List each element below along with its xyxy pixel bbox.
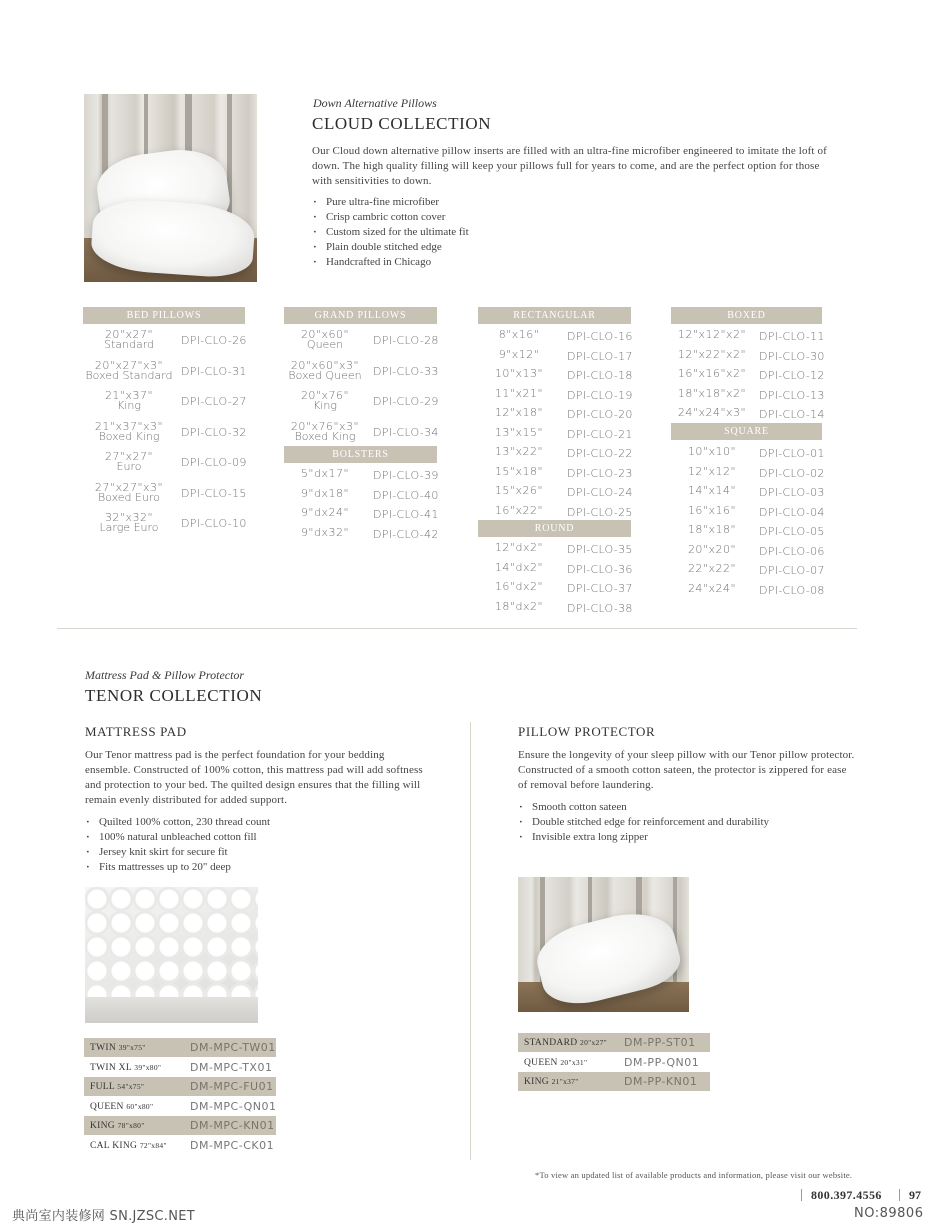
- size-dims: 54"x75": [117, 1082, 145, 1092]
- sku-code: DPI-CLO-09: [181, 456, 247, 469]
- size-cell: [83, 330, 175, 350]
- sku-code: DM-PP-QN01: [624, 1055, 700, 1069]
- list-item: · Pure ultra-fine microfiber: [312, 195, 712, 210]
- table-row: [284, 506, 444, 522]
- sku-code: DPI-CLO-21: [567, 427, 633, 441]
- size-name: CAL KING: [90, 1141, 140, 1151]
- size-cell: [478, 543, 560, 553]
- size-dims: 39"x75": [118, 1043, 146, 1052]
- table-row: [478, 367, 638, 383]
- table-row: [671, 367, 831, 383]
- size-dims: 18"x18": [687, 523, 737, 536]
- size-dims: 21"x37": [551, 1077, 579, 1087]
- sku-code: DPI-CLO-38: [567, 601, 633, 615]
- size-cell: [478, 503, 560, 517]
- size-label: [90, 1102, 153, 1112]
- sku-code: DPI-CLO-41: [373, 508, 439, 521]
- size-cell: [478, 425, 560, 439]
- size-cell: [284, 486, 366, 500]
- sku-code: DPI-CLO-11: [759, 330, 825, 343]
- table-row: [83, 511, 247, 537]
- size-cell: [671, 447, 753, 457]
- size-dims: 14"x14": [687, 484, 737, 497]
- table-row: [478, 445, 638, 461]
- size-dims: 18"x18"x2": [677, 386, 747, 400]
- sku-code: DPI-CLO-10: [181, 517, 247, 530]
- sku-code: DPI-CLO-37: [567, 582, 633, 595]
- size-name: TWIN XL: [90, 1062, 135, 1073]
- table-row: [478, 484, 638, 500]
- size-row: [84, 1136, 276, 1155]
- size-name: TWIN: [90, 1043, 119, 1053]
- mattress-pad-feature-list: [85, 815, 445, 875]
- size-dims: 21"x37": [104, 389, 154, 402]
- size-cell: [478, 447, 560, 457]
- mattress-pad-description: Our Tenor mattress pad is the perfect foundation for your bedding ensemble. Constructed of 100% cotton, this mattress pad will add softness and protection to your bed. The quilted design ensures that the filling will remain evenly distributed for added support.: [85, 749, 423, 806]
- size-cell: [478, 330, 560, 340]
- sku-code: DPI-CLO-13: [759, 388, 825, 402]
- size-cell: [284, 391, 366, 411]
- size-cell: [478, 560, 560, 574]
- table-row: [478, 406, 638, 422]
- footer-phone: 800.397.4556: [811, 1188, 882, 1202]
- size-dims: 12"dx2": [494, 541, 544, 554]
- sku-code: DPI-CLO-05: [759, 525, 825, 538]
- size-dims: 16"x16": [687, 503, 737, 517]
- size-dims: 16"x16"x2": [677, 367, 747, 380]
- size-row: [84, 1038, 276, 1057]
- size-dims: 13"x15": [494, 425, 544, 439]
- table-row: [478, 580, 638, 596]
- size-label: [90, 1121, 145, 1131]
- square-header: SQUARE: [671, 423, 822, 440]
- sku-code: DPI-CLO-17: [567, 349, 633, 363]
- sku-code: DPI-CLO-26: [181, 334, 247, 347]
- list-item: · Crisp cambric cotton cover: [312, 210, 712, 225]
- size-cell: [671, 486, 753, 496]
- table-row: [671, 504, 831, 520]
- bed-pillows-header: BED PILLOWS: [83, 307, 245, 324]
- sku-code: DM-MPC-TX01: [190, 1060, 273, 1074]
- sku-code: DPI-CLO-06: [759, 544, 825, 558]
- size-dims: 5"dx17": [300, 467, 350, 480]
- size-cell: [671, 386, 753, 400]
- size-cell: [284, 508, 366, 518]
- size-name: QUEEN: [90, 1101, 127, 1112]
- size-dims: 20"x60"x3": [290, 358, 360, 372]
- sku-code: DPI-CLO-31: [181, 364, 247, 378]
- mattress-pad-heading: MATTRESS PAD: [85, 724, 187, 739]
- size-dims: 21"x37"x3": [94, 419, 164, 433]
- size-dims: 60"x80": [126, 1101, 154, 1111]
- sku-code: DPI-CLO-39: [373, 469, 439, 482]
- list-item: · Invisible extra long zipper: [518, 830, 858, 845]
- size-cell: [83, 358, 175, 382]
- sku-code: DM-MPC-FU01: [190, 1080, 274, 1094]
- size-cell: [284, 469, 366, 479]
- pillow-protector-heading: PILLOW PROTECTOR: [518, 724, 656, 739]
- size-dims: 12"x22"x2": [677, 347, 747, 361]
- size-dims: 9"dx32": [300, 525, 350, 539]
- size-dims: 9"dx18": [300, 486, 350, 500]
- size-dims: 24"x24"x3": [677, 406, 747, 419]
- size-label: [524, 1038, 607, 1048]
- size-dims: 20"x27"x3": [94, 358, 164, 372]
- table-row: [671, 328, 831, 344]
- size-row: [84, 1077, 276, 1096]
- sku-code: DPI-CLO-28: [373, 334, 439, 347]
- sku-code: DPI-CLO-33: [373, 364, 439, 378]
- size-cell: [83, 513, 175, 533]
- boxed-header: BOXED: [671, 307, 822, 324]
- size-name: Boxed Queen: [288, 368, 362, 382]
- size-dims: 10"x13": [494, 367, 544, 380]
- tenor-eyebrow: Mattress Pad & Pillow Protector: [85, 668, 245, 682]
- size-cell: [671, 581, 753, 595]
- size-cell: [478, 486, 560, 496]
- list-item: · Custom sized for the ultimate fit: [312, 225, 712, 240]
- size-dims: 20"x27": [104, 328, 154, 341]
- size-dims: 20"x20": [687, 542, 737, 556]
- table-row: [83, 450, 247, 476]
- size-dims: 12"x12"x2": [677, 328, 747, 341]
- size-cell: [671, 347, 753, 361]
- sku-code: DPI-CLO-14: [759, 408, 825, 421]
- size-cell: [478, 582, 560, 592]
- footer-bar: [899, 1189, 900, 1201]
- size-dims: 15"x26": [494, 484, 544, 497]
- cloud-feature-list: [312, 195, 712, 270]
- size-name: Boxed Standard: [85, 368, 173, 382]
- size-cell: [284, 330, 366, 350]
- cloud-title: CLOUD COLLECTION: [312, 114, 492, 133]
- size-dims: 8"x16": [498, 328, 540, 341]
- sku-code: DPI-CLO-15: [181, 486, 247, 500]
- footer-note: *To view an updated list of available products and information, please visit our website.: [535, 1170, 853, 1180]
- size-dims: 72"x84": [139, 1141, 167, 1150]
- size-cell: [671, 564, 753, 574]
- size-cell: [83, 419, 175, 443]
- size-cell: [671, 464, 753, 478]
- size-dims: 39"x80": [134, 1062, 162, 1072]
- size-cell: [671, 369, 753, 379]
- sku-code: DPI-CLO-23: [567, 466, 633, 480]
- table-row: [671, 445, 831, 461]
- section-divider: [57, 628, 857, 629]
- grand-pillows-header: GRAND PILLOWS: [284, 307, 437, 324]
- sku-code: DPI-CLO-19: [567, 388, 633, 402]
- size-label: [524, 1058, 587, 1068]
- pillow-protector-description: Ensure the longevity of your sleep pillow with our Tenor pillow protector. Constructed of a smooth cotton sateen, the protector is zippered for ease of removal before laundering.: [518, 749, 855, 791]
- table-row: [478, 561, 638, 577]
- table-row: [671, 543, 831, 559]
- size-name: Boxed King: [98, 429, 160, 443]
- size-label: [90, 1063, 161, 1073]
- table-row: [284, 420, 444, 446]
- table-row: [478, 465, 638, 481]
- rectangular-header: RECTANGULAR: [478, 307, 631, 324]
- size-cell: [284, 358, 366, 382]
- size-dims: 9"x12": [498, 347, 540, 361]
- page-number: 97: [909, 1188, 921, 1202]
- table-row: [478, 504, 638, 520]
- table-row: [284, 467, 444, 483]
- table-row: [83, 389, 247, 415]
- sku-code: DPI-CLO-35: [567, 543, 633, 556]
- size-name: Large Euro: [99, 521, 159, 534]
- list-item: · Quilted 100% cotton, 230 thread count: [85, 815, 445, 830]
- sku-code: DPI-CLO-18: [567, 369, 633, 382]
- size-dims: 9"dx24": [300, 506, 350, 519]
- size-cell: [671, 503, 753, 517]
- size-cell: [671, 525, 753, 535]
- size-cell: [83, 480, 175, 504]
- size-dims: 78"x80": [117, 1121, 145, 1131]
- size-dims: 12"x18": [494, 406, 544, 419]
- size-dims: 20"x76"x3": [290, 419, 360, 433]
- table-row: [478, 600, 638, 616]
- tenor-title: TENOR COLLECTION: [85, 686, 263, 705]
- size-row: [84, 1116, 276, 1135]
- size-cell: [83, 452, 175, 472]
- size-dims: 27"x27"x3": [94, 480, 164, 494]
- size-dims: 18"dx2": [494, 599, 544, 613]
- size-row: [518, 1072, 710, 1091]
- size-cell: [671, 408, 753, 418]
- size-dims: 10"x10": [687, 445, 737, 458]
- size-name: KING: [90, 1121, 118, 1132]
- table-row: [478, 328, 638, 344]
- sku-code: DPI-CLO-34: [373, 425, 439, 439]
- column-divider: [470, 722, 471, 1160]
- size-label: [524, 1077, 579, 1087]
- sku-code: DPI-CLO-02: [759, 466, 825, 480]
- size-cell: [478, 464, 560, 478]
- table-row: [671, 484, 831, 500]
- size-dims: 16"dx2": [494, 580, 544, 593]
- size-name: Euro: [116, 460, 142, 473]
- sku-code: DPI-CLO-29: [373, 395, 439, 408]
- size-cell: [284, 525, 366, 539]
- pillow-protector-photo: [518, 877, 689, 1012]
- size-name: Boxed Euro: [98, 490, 160, 504]
- size-dims: 13"x22": [494, 445, 544, 458]
- size-row: [84, 1058, 276, 1077]
- cloud-pillow-photo: [84, 94, 257, 282]
- table-row: [284, 328, 444, 354]
- bolsters-header: BOLSTERS: [284, 446, 437, 463]
- size-cell: [478, 347, 560, 361]
- size-dims: 20"x31": [560, 1057, 588, 1067]
- sku-code: DPI-CLO-22: [567, 447, 633, 460]
- sku-code: DM-MPC-TW01: [190, 1041, 276, 1054]
- sku-code: DPI-CLO-07: [759, 564, 825, 577]
- table-row: [83, 480, 247, 507]
- size-name: Queen: [306, 338, 344, 351]
- table-row: [671, 523, 831, 539]
- size-dims: 20"x27": [580, 1038, 608, 1047]
- cloud-description: Our Cloud down alternative pillow inserts are filled with an ultra-fine microfiber engineered to imitate the loft of down. The high quality filling will keep your pillows full for years to come, and are the perfect option for those with sensitivities to down.: [312, 145, 827, 187]
- size-name: King: [313, 399, 337, 412]
- size-name: Boxed King: [294, 429, 356, 443]
- size-dims: 20"x76": [300, 389, 350, 402]
- size-cell: [284, 419, 366, 443]
- mattress-pad-photo: [85, 887, 258, 1023]
- sku-code: DPI-CLO-12: [759, 369, 825, 382]
- sku-code: DPI-CLO-30: [759, 349, 825, 363]
- table-row: [83, 419, 247, 446]
- size-dims: 27"x27": [104, 450, 154, 463]
- size-dims: 32"x32": [104, 511, 154, 524]
- table-row: [671, 406, 831, 422]
- watermark-left: 典尚室内装修网 SN.JZSC.NET: [12, 1209, 196, 1224]
- size-name: FULL: [90, 1082, 118, 1093]
- size-dims: 15"x18": [494, 464, 544, 478]
- sku-code: DM-PP-ST01: [624, 1036, 696, 1049]
- size-row: [84, 1097, 276, 1116]
- list-item: · 100% natural unbleached cotton fill: [85, 830, 445, 845]
- size-label: [90, 1141, 167, 1151]
- sku-code: DM-PP-KN01: [624, 1075, 698, 1089]
- footer-bar: [801, 1189, 802, 1201]
- list-item: · Jersey knit skirt for secure fit: [85, 845, 445, 860]
- list-item: · Fits mattresses up to 20" deep: [85, 860, 445, 875]
- size-dims: 16"x22": [494, 503, 544, 517]
- sku-code: DM-MPC-KN01: [190, 1119, 275, 1133]
- sku-code: DPI-CLO-04: [759, 505, 825, 519]
- sku-code: DPI-CLO-01: [759, 447, 825, 460]
- size-cell: [671, 330, 753, 340]
- size-name: QUEEN: [524, 1057, 561, 1068]
- sku-code: DPI-CLO-20: [567, 408, 633, 421]
- size-dims: 11"x21": [494, 386, 544, 400]
- sku-code: DPI-CLO-25: [567, 505, 633, 519]
- list-item: · Plain double stitched edge: [312, 240, 712, 255]
- sku-code: DM-MPC-QN01: [190, 1099, 277, 1113]
- sku-code: DPI-CLO-16: [567, 330, 633, 343]
- table-row: [284, 359, 444, 385]
- size-name: King: [117, 399, 141, 412]
- sku-code: DM-MPC-CK01: [190, 1139, 275, 1152]
- size-name: STANDARD: [524, 1038, 581, 1048]
- list-item: · Smooth cotton sateen: [518, 800, 858, 815]
- size-cell: [83, 391, 175, 411]
- table-row: [83, 358, 247, 385]
- sku-code: DPI-CLO-03: [759, 486, 825, 499]
- size-label: [90, 1082, 144, 1092]
- sku-code: DPI-CLO-27: [181, 395, 247, 408]
- cloud-eyebrow: Down Alternative Pillows: [313, 96, 437, 110]
- table-row: [83, 328, 247, 354]
- table-row: [671, 562, 831, 578]
- table-row: [284, 487, 444, 503]
- table-row: [478, 387, 638, 403]
- table-row: [478, 348, 638, 364]
- table-row: [284, 389, 444, 415]
- size-dims: 24"x24": [687, 581, 737, 595]
- size-name: Standard: [103, 338, 155, 351]
- sku-code: DPI-CLO-42: [373, 527, 439, 541]
- sku-code: DPI-CLO-36: [567, 562, 633, 576]
- table-row: [284, 526, 444, 542]
- table-row: [671, 582, 831, 598]
- size-cell: [478, 369, 560, 379]
- size-cell: [478, 599, 560, 613]
- table-row: [671, 387, 831, 403]
- table-row: [478, 426, 638, 442]
- size-dims: 14"dx2": [494, 560, 544, 574]
- list-item: · Double stitched edge for reinforcement and durability: [518, 815, 858, 830]
- size-cell: [478, 386, 560, 400]
- sku-code: DPI-CLO-24: [567, 486, 633, 499]
- pillow-protector-feature-list: [518, 800, 858, 845]
- size-row: [518, 1033, 710, 1052]
- size-dims: 22"x22": [687, 562, 737, 575]
- size-cell: [671, 542, 753, 556]
- size-name: KING: [524, 1077, 552, 1088]
- sku-code: DPI-CLO-32: [181, 425, 247, 439]
- size-dims: 12"x12": [687, 464, 737, 478]
- table-row: [671, 465, 831, 481]
- size-cell: [478, 408, 560, 418]
- size-dims: 20"x60": [300, 328, 350, 341]
- size-row: [518, 1053, 710, 1072]
- sku-code: DPI-CLO-40: [373, 488, 439, 502]
- watermark-right: NO:89806: [854, 1206, 924, 1221]
- list-item: · Handcrafted in Chicago: [312, 255, 712, 270]
- table-row: [671, 348, 831, 364]
- size-label: [90, 1043, 146, 1053]
- sku-code: DPI-CLO-08: [759, 583, 825, 597]
- round-header: ROUND: [478, 520, 631, 537]
- table-row: [478, 541, 638, 557]
